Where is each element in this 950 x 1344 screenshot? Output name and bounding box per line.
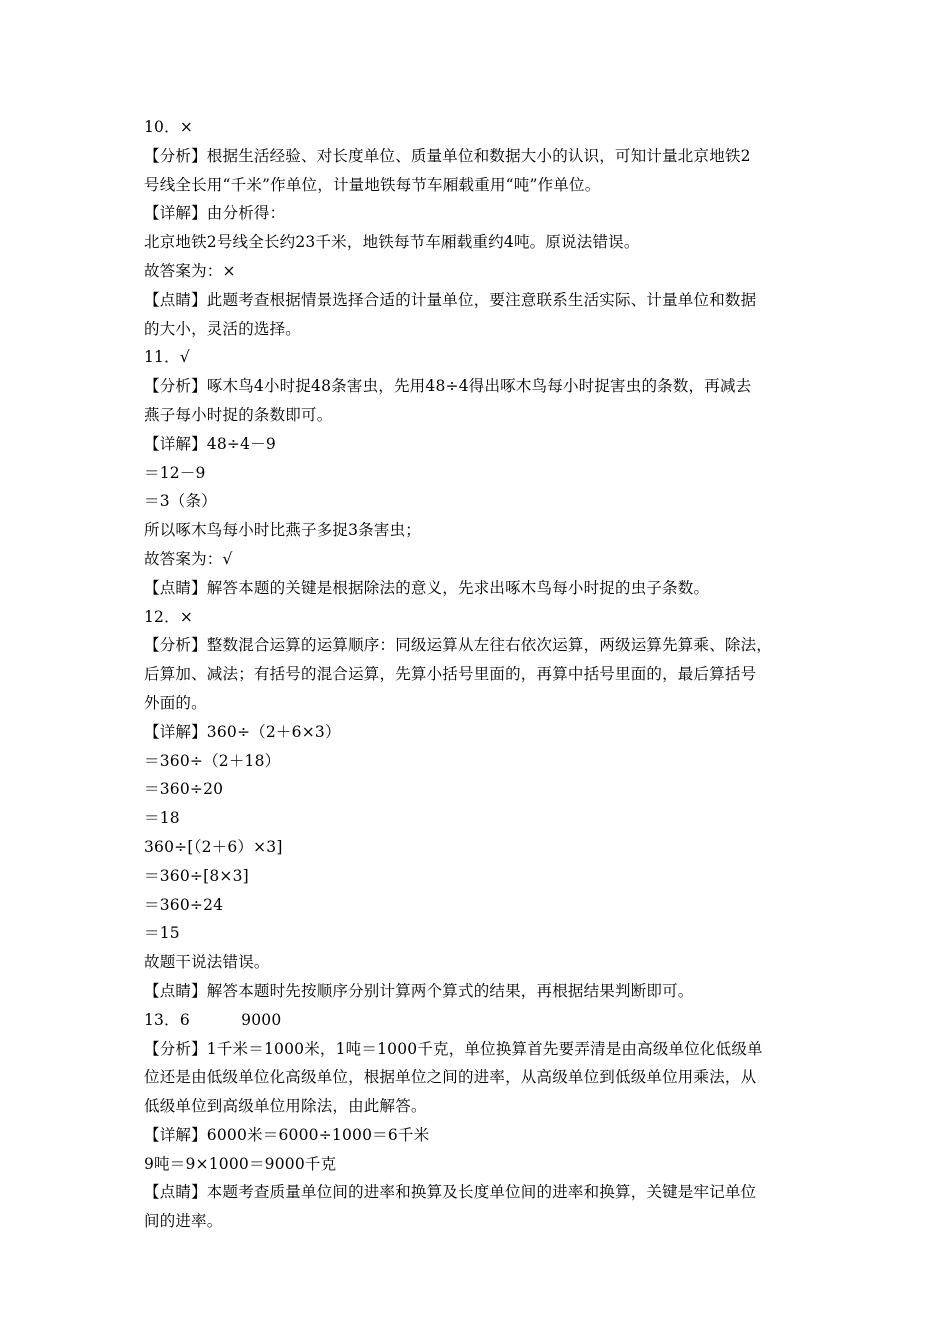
text-line: 北京地铁2号线全长约23千米，地铁每节车厢载重约4吨。原说法错误。 [144, 233, 640, 252]
text-line: ＝12－9 [144, 463, 206, 482]
text-line: 位还是由低级单位化高级单位，根据单位之间的进率，从高级单位到低级单位用乘法，从 [144, 1068, 757, 1087]
text-line: 【详解】由分析得： [144, 204, 286, 223]
text-line: 燕子每小时捉的条数即可。 [144, 405, 333, 424]
text-line: 【点睛】解答本题的关键是根据除法的意义，先求出啄木鸟每小时捉的虫子条数。 [144, 578, 710, 597]
text-line: 【分析】整数混合运算的运算顺序：同级运算从左往右依次运算，两级运算先算乘、除法， [144, 636, 773, 655]
text-line: 【详解】48÷4－9 [144, 434, 276, 453]
text-line: 【点睛】本题考查质量单位间的进率和换算及长度单位间的进率和换算，关键是牢记单位 [144, 1183, 757, 1202]
text-line: 10．× [144, 118, 194, 136]
text-line: 低级单位到高级单位用除法，由此解答。 [144, 1097, 427, 1116]
text-line: 【详解】6000米＝6000÷1000＝6千米 [144, 1125, 430, 1144]
text-line: 【点睛】解答本题时先按顺序分别计算两个算式的结果，再根据结果判断即可。 [144, 981, 694, 1000]
text-line: 11．√ [144, 348, 190, 367]
text-line: 的大小，灵活的选择。 [144, 319, 302, 338]
text-line: 外面的。 [144, 693, 207, 712]
text-line: 后算加、减法；有括号的混合运算，先算小括号里面的，再算中括号里面的，最后算括号 [144, 665, 757, 684]
text-line: 【分析】根据生活经验、对长度单位、质量单位和数据大小的认识，可知计量北京地铁2 [144, 146, 751, 165]
text-line: ＝360÷[8×3] [144, 866, 249, 885]
text-line: 【点睛】此题考查根据情景选择合适的计量单位，要注意联系生活实际、计量单位和数据 [144, 290, 757, 309]
text-line: 故答案为：× [144, 261, 236, 280]
text-line: ＝360÷24 [144, 895, 224, 914]
text-line: 13．6 9000 [144, 1010, 282, 1029]
text-line: ＝15 [144, 924, 180, 943]
answer-text [144, 113, 816, 1236]
text-line: 故题干说法错误。 [144, 953, 270, 972]
text-line: 【分析】啄木鸟4小时捉48条害虫，先用48÷4得出啄木鸟每小时捉害虫的条数，再减去 [144, 377, 752, 396]
text-line: ＝360÷20 [144, 780, 224, 799]
text-line: 所以啄木鸟每小时比燕子多捉3条害虫； [144, 521, 421, 540]
text-line: ＝360÷（2＋18） [144, 751, 281, 770]
text-line: 12．× [144, 607, 194, 626]
text-line: ＝3（条） [144, 492, 217, 511]
text-line: 号线全长用“千米”作单位，计量地铁每节车厢载重用“吨”作单位。 [144, 175, 601, 194]
text-line: 【详解】360÷（2＋6×3） [144, 722, 341, 741]
text-line: ＝18 [144, 809, 180, 828]
text-line: 故答案为：√ [144, 549, 233, 568]
text-line: 【分析】1千米＝1000米，1吨＝1000千克，单位换算首先要弄清是由高级单位化低级单 [144, 1039, 763, 1058]
text-line: 9吨＝9×1000＝9000千克 [144, 1154, 337, 1173]
text-line: 360÷[（2＋6）×3] [144, 837, 283, 856]
text-line: 间的进率。 [144, 1212, 223, 1231]
